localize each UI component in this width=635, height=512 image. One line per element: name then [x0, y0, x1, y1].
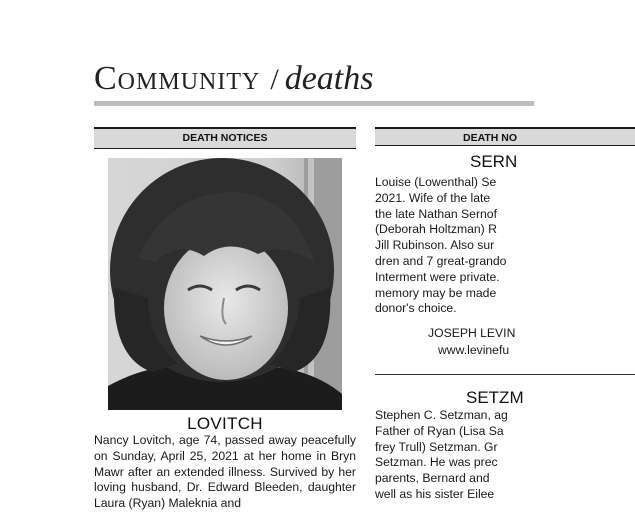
text-line: parents, Bernard and [375, 471, 490, 486]
section-name: Community [94, 60, 261, 97]
text-line: donor's choice. [375, 301, 457, 316]
text-line: frey Trull) Setzman. Gr [375, 439, 498, 454]
obituary-name: LOVITCH [187, 414, 263, 433]
header-rule [94, 101, 534, 106]
death-notices-band: DEATH NOTICES [94, 127, 356, 149]
text-line: Setzman. He was prec [375, 455, 498, 470]
obituary-body: Nancy Lovitch, age 74, passed away peacefully on Sunday, April 25, 2021 at her home in Bryn Mawr after an extended illness. Survived by her loving husband, Dr. Edward Bleeden, daughter Laura (Ryan) Maleknia and [94, 433, 356, 511]
text-line: dren and 7 great-grando [375, 253, 507, 268]
text-line: Interment were private. [375, 269, 500, 284]
text-line: Louise (Lowenthal) Se [375, 175, 497, 189]
subsection-name: deaths [284, 60, 374, 97]
text-line: memory may be made [375, 285, 497, 300]
text-line: well as his sister Eilee [375, 486, 495, 501]
text-line: Jill Rubinson. Also sur [375, 238, 495, 253]
obituary-body-3 [375, 408, 635, 503]
death-notices-band-right: DEATH NO [375, 127, 635, 146]
obituary-name-2: SERN [470, 152, 518, 171]
funeral-home-name: JOSEPH LEVIN [428, 326, 516, 340]
text-line: Stephen C. Setzman, ag [375, 408, 508, 422]
text-line: (Deborah Holtzman) R [375, 222, 497, 237]
obituary-name-3: SETZM [466, 388, 524, 407]
text-line: the late Nathan Sernof [375, 206, 497, 221]
header-separator: / [270, 63, 279, 96]
portrait-photo [108, 158, 342, 410]
text-line: Father of Ryan (Lisa Sa [375, 423, 504, 438]
obituary-body-2 [375, 175, 635, 317]
funeral-home-website: www.levinefu [438, 343, 510, 357]
section-header [94, 60, 373, 98]
text-line: 2021. Wife of the late [375, 190, 491, 205]
notice-divider [375, 374, 635, 375]
